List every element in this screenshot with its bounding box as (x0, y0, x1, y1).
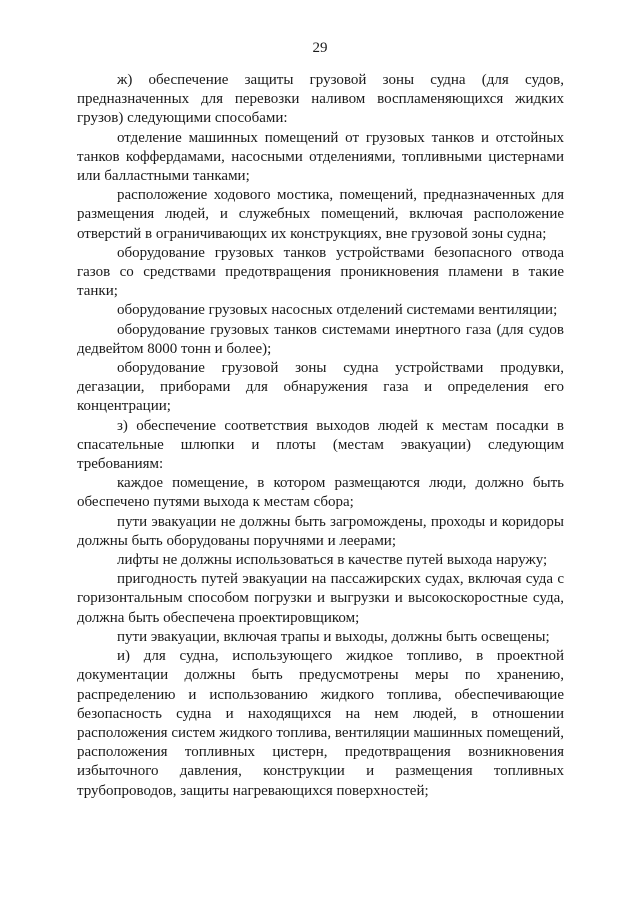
paragraph-pump-room-ventilation: оборудование грузовых насосных отделений системами вентиляции; (117, 302, 558, 319)
paragraph-route-lighting: пути эвакуации, включая трапы и выходы, должны быть освещены; (117, 628, 550, 645)
paragraph-routes-clear: пути эвакуации не должны быть загромождены, проходы и коридоры должны быть оборудованы поручнями и леерами; (77, 513, 564, 549)
paragraph-escape-routes: каждое помещение, в котором размещаются люди, должно быть обеспечено путями выхода к местам сбора; (77, 475, 564, 511)
paragraph-inert-gas: оборудование грузовых танков системами инертного газа (для судов дедвейтом 8000 тонн и более); (77, 321, 564, 357)
paragraph-tank-venting: оборудование грузовых танков устройствами безопасного отвода газов со средствами предотвращения проникновения пламени в такие танки; (77, 244, 564, 300)
document-body (77, 71, 564, 801)
paragraph-route-suitability: пригодность путей эвакуации на пассажирских судах, включая суда с горизонтальным способом погрузки и выгрузки и высокоскоростные суда, должна быть обеспечена проектировщиком; (77, 571, 564, 626)
paragraph-bridge-location: расположение ходового мостика, помещений, предназначенных для размещения людей, и служебных помещений, включая расположение отверстий в ограничивающих их конструкциях, вне грузовой зоны судна; (77, 187, 564, 242)
paragraph-i: и) для судна, использующего жидкое топливо, в проектной документации должны быть предусмотрены меры по хранению, распределению и использованию жидкого топлива, обеспечивающие безопасность судна и находящихся на нем людей, в отношении расположения систем жидкого топлива, вентиляции машинных помещений, расположения топливных цистерн, предотвращения возникновения избыточного давления, конструкции и размещения топливных трубопроводов, защиты нагревающихся поверхностей; (77, 648, 564, 799)
paragraph-cargo-zone-equipment: оборудование грузовой зоны судна устройствами продувки, дегазации, приборами для обнаружения газа и определения его концентрации; (77, 360, 564, 415)
paragraph-z: з) обеспечение соответствия выходов людей к местам посадки в спасательные шлюпки и плоты (местам эвакуации) следующим требованиям: (77, 417, 564, 473)
paragraph-machinery-separation: отделение машинных помещений от грузовых танков и отстойных танков коффердамами, насосными отделениями, топливными цистернами или балластными танками; (77, 129, 564, 185)
page-number: 29 (312, 40, 328, 56)
paragraph-zh: ж) обеспечение защиты грузовой зоны судна (для судов, предназначенных для перевозки наливом воспламеняющихся жидких грузов) следующими способами: (77, 72, 564, 127)
paragraph-lifts: лифты не должны использоваться в качестве путей выхода наружу; (117, 552, 548, 569)
